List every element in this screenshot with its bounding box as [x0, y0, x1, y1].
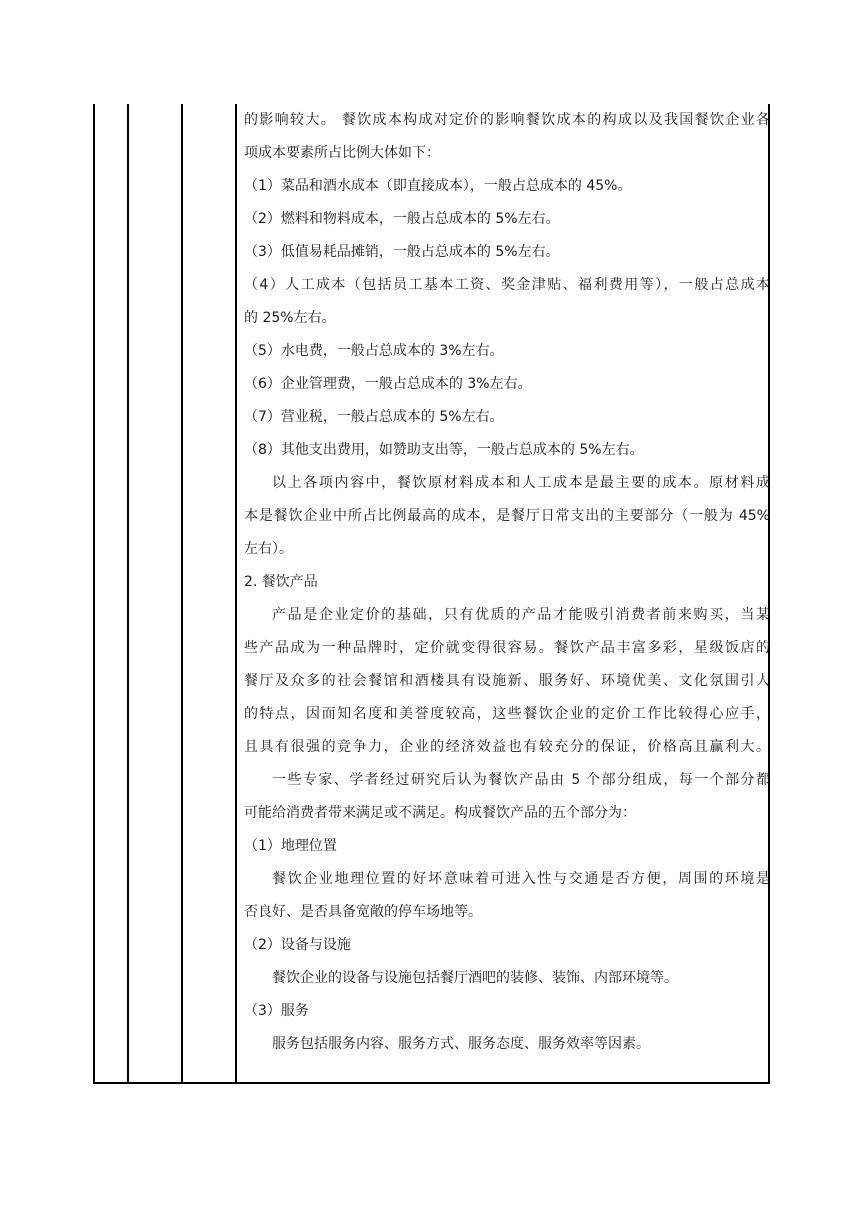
- text-line: 可能给消费者带来满足或不满足。构成餐饮产品的五个部分为：: [244, 805, 636, 821]
- text-line: 本是餐饮企业中所占比例最高的成本，是餐厅日常支出的主要部分（一般为 45%: [244, 508, 770, 524]
- table-column-divider-3: [235, 104, 237, 1084]
- text-line: （2）燃料和物料成本，一般占总成本的 5%左右。: [244, 211, 560, 227]
- text-line: （7）营业税，一般占总成本的 5%左右。: [244, 409, 504, 425]
- text-line: （1）地理位置: [244, 838, 337, 854]
- text-line: （5）水电费，一般占总成本的 3%左右。: [244, 343, 504, 359]
- text-line: （2）设备与设施: [244, 937, 351, 953]
- table-border-bottom: [93, 1082, 770, 1084]
- text-line: 一些专家、学者经过研究后认为餐饮产品由 5 个部分组成，每一个部分都: [272, 772, 770, 788]
- table-cell-content: [244, 104, 770, 1061]
- text-line: 的 25%左右。: [244, 310, 336, 326]
- text-line: 的影响较大。 餐饮成本构成对定价的影响餐饮成本的构成以及我国餐饮企业各: [244, 112, 770, 128]
- text-line: 以上各项内容中，餐饮原材料成本和人工成本是最主要的成本。原材料成: [272, 475, 770, 491]
- text-line: （8）其他支出费用，如赞助支出等，一般占总成本的 5%左右。: [244, 442, 644, 458]
- text-line: （4）人工成本（包括员工基本工资、奖金津贴、福利费用等），一般占总成本: [244, 277, 770, 293]
- text-line: （3）服务: [244, 1003, 309, 1019]
- text-line: （1）菜品和酒水成本（即直接成本），一般占总成本的 45%。: [244, 178, 632, 194]
- text-line: 服务包括服务内容、服务方式、服务态度、服务效率等因素。: [272, 1036, 650, 1052]
- text-line: 些产品成为一种品牌时，定价就变得很容易。餐饮产品丰富多彩，星级饭店的: [244, 640, 770, 656]
- text-line: 否良好、是否具备宽敞的停车场地等。: [244, 904, 482, 920]
- table-column-divider-2: [181, 104, 183, 1084]
- text-line: 的特点，因而知名度和美誉度较高，这些餐饮企业的定价工作比较得心应手，: [244, 706, 770, 722]
- text-line: 且具有很强的竞争力，企业的经济效益也有较充分的保证，价格高且赢利大。: [244, 739, 770, 755]
- text-line: 餐饮企业地理位置的好坏意味着可进入性与交通是否方便，周围的环境是: [272, 871, 770, 887]
- table-border-left: [93, 104, 95, 1084]
- text-line: 餐厅及众多的社会餐馆和酒楼具有设施新、服务好、环境优美、文化氛围引人: [244, 673, 770, 689]
- table-column-divider-1: [127, 104, 129, 1084]
- text-line: （3）低值易耗品摊销，一般占总成本的 5%左右。: [244, 244, 560, 260]
- text-line: 项成本要素所占比例大体如下：: [244, 145, 440, 161]
- text-line: 餐饮企业的设备与设施包括餐厅酒吧的装修、装饰、内部环境等。: [272, 970, 678, 986]
- text-line: 产品是企业定价的基础，只有优质的产品才能吸引消费者前来购买，当某: [272, 607, 770, 623]
- text-line: 2. 餐饮产品: [244, 574, 318, 590]
- text-line: （6）企业管理费，一般占总成本的 3%左右。: [244, 376, 532, 392]
- text-line: 左右）。: [244, 541, 293, 557]
